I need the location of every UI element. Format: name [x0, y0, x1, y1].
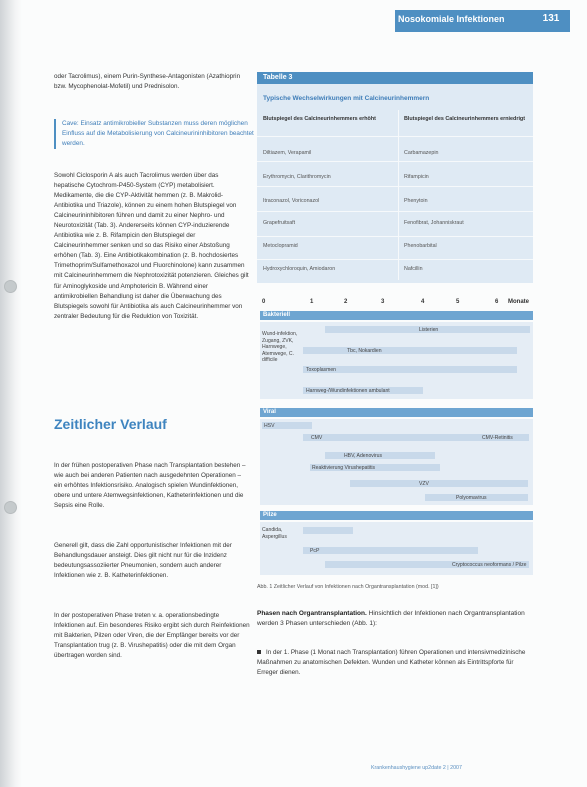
group-area-viral	[260, 419, 533, 505]
row-label: Wund-infektion, Zugang, ZVK, Harnwege, Atemwege, C. difficile	[262, 331, 298, 363]
bullet-icon	[257, 650, 261, 654]
table-title: Typische Wechselwirkungen mit Calcineurinhemmern	[263, 95, 430, 102]
axis-unit-label: Monate	[508, 299, 529, 305]
left-column-bottom-3	[54, 611, 250, 669]
axis-tick-label: 0	[262, 299, 266, 305]
table-cell: Metoclopramid	[263, 243, 298, 249]
interval-label: Listerien	[419, 327, 439, 333]
left-column-middle	[54, 171, 250, 330]
table-cell: Grapefruitsaft	[263, 220, 296, 226]
page-number: 131	[542, 13, 560, 24]
paragraph-heading: Phasen nach Organtransplantation.	[257, 610, 367, 617]
right-column-bullet	[257, 648, 535, 678]
table-cell: Carbamazepin	[404, 150, 439, 156]
interval-bar	[350, 480, 528, 487]
figure-caption: Abb. 1 Zeitlicher Verlauf von Infektionen nach Organtransplantation (mod. [1])	[257, 584, 439, 590]
binding-shadow	[0, 0, 22, 787]
table-cell: Erythromycin, Clarithromycin	[263, 174, 331, 180]
table-cell: Rifampicin	[404, 174, 429, 180]
interval-label: Cryptococcus neoformans / Pilze	[452, 562, 527, 568]
interval-label: Toxoplasmen	[306, 367, 337, 373]
paragraph: In der frühen postoperativen Phase nach Transplantation bestehen – wie auch bei anderen Patienten nach ausgedehnten Operationen – ein erhöhtes Infektionsrisiko. Analogisch spielen Wundinfektionen, obere und untere Atemwegsinfektionen, Katheterinfektionen und die Sepsis eine Rolle.	[54, 462, 246, 510]
interval-bar	[303, 547, 478, 554]
group-header-viral	[260, 408, 533, 417]
cave-note: Cave: Einsatz antimikrobieller Substanzen muss deren möglichen Einfluss auf die Metabolisierung von Calcineurininhibitoren beachtet werden.	[54, 119, 259, 149]
axis-tick-label: 3	[381, 299, 385, 305]
interval-label: Harnweg-/Wundinfektionen ambulant	[306, 388, 390, 394]
table-row-line	[257, 211, 533, 212]
page-footer: Krankenhaushygiene up2date 2 | 2007	[371, 765, 462, 771]
punch-hole-icon	[4, 280, 17, 293]
punch-hole-icon	[4, 501, 17, 514]
interval-bar	[303, 347, 517, 354]
paragraph: Generell gilt, dass die Zahl opportunistischer Infektionen mit der Behandlungsdauer ansteigt. Dies gilt nicht nur für die Inzidenz bedeutungsassoziierter Pneumonien, sondern auch anderer Infektionen wie z. B. Katheterinfektionen.	[54, 542, 232, 580]
bullet-text: In der 1. Phase (1 Monat nach Transplantation) führen Operationen und intensivmedizinische Maßnahmen zu anatomischen Defekten. Wunden und Katheter können als Eintrittspforte für Erreger dienen.	[257, 649, 526, 676]
axis-tick-label: 5	[456, 299, 460, 305]
running-header-title: Nosokomiale Infektionen	[398, 14, 505, 24]
table-row-line	[257, 161, 533, 162]
interval-label: HSV	[264, 423, 275, 429]
paragraph: Sowohl Ciclosporin A als auch Tacrolimus werden über das hepatische Cytochrom-P450-System (CYP) metabolisiert. Medikamente, die die CYP-Aktivität hemmen (z. B. Makrolid-Antibiotika und Triazole), können zu einem hohen Blutspiegel von Calcineurininhibitoren führen und damit zu einer Nephro- und Neurotoxizität (Tab. 3). Andererseits können CYP-induzierende Antibiotika wie z. B. Rifampicin den Blutspiegel der Calcineurinhemmer senken und so das Risiko einer Abstoßung erhöhen (Tab. 3). Eine Antibiotikakombination (z. B. hochdosiertes Trimethoprim/Sulfamethoxazol und Fluorchinolone) kann zusammen mit Calcineurinhemmern die Nephrotoxizität potenzieren. Gleiches gilt für Aminoglykoside und Amphotericin B. Während einer antimikrobiellen Behandlung ist daher die Überwachung des Blutspiegels sowohl für Antibiotika als auch Calcineurinhemmer von zentraler Bedeutung für die Reduktion von Toxizität.	[54, 172, 249, 320]
table-label-bar	[257, 72, 533, 84]
paragraph: In der postoperativen Phase treten v. a. operationsbedingte Infektionen auf. Ein besonderes Risiko ergibt sich durch Reinfektionen mit Bakterien, Pilzen oder Viren, die der Empfänger bereits vor der Transplantation trug (z. B. Virushepatitis) oder die mit dem Organ übertragen worden sind.	[54, 612, 250, 660]
paragraph: oder Tacrolimus), einem Purin-Synthese-Antagonisten (Azathioprin bzw. Mycophenolat-Mofetil) und Prednisolon.	[54, 73, 241, 91]
left-column-top	[54, 72, 250, 100]
interval-label: CMV	[311, 435, 323, 441]
interval-label: PcP	[310, 548, 320, 554]
interval-label: Reaktivierung Virushepatitis	[312, 465, 376, 471]
table-label: Tabelle 3	[263, 74, 293, 81]
table-cell: Itraconazol, Voriconazol	[263, 198, 320, 204]
interval-label: VZV	[419, 481, 429, 487]
table-column-head-2: Blutspiegel des Calcineurinhemmers erniedrigt	[404, 116, 526, 122]
interval-label: HBV, Adenovirus	[344, 453, 383, 459]
table-cell: Fenofibrat, Johanniskraut	[404, 220, 464, 226]
axis-tick-label: 4	[421, 299, 425, 305]
group-header-bakteriell	[260, 311, 533, 320]
axis-tick-label: 1	[310, 299, 314, 305]
table-cell: Nafcillin	[404, 266, 423, 272]
group-label-bakteriell: Bakteriell	[263, 312, 291, 318]
table-row-line	[257, 236, 533, 237]
table-cell: Phenobarbital	[404, 243, 437, 249]
table-cell: Diltiazem, Verapamil	[263, 150, 312, 156]
left-column-bottom	[54, 461, 250, 519]
table-row-line	[257, 186, 533, 187]
interval-bar	[303, 527, 353, 534]
group-label-pilze: Pilze	[263, 512, 277, 518]
interval-label: Tbc, Nokardien	[347, 348, 382, 354]
axis-tick-label: 2	[344, 299, 348, 305]
row-label: Candida, Aspergillus	[262, 527, 287, 540]
left-column-bottom-2	[54, 541, 250, 589]
axis-tick-label: 6	[495, 299, 499, 305]
table-row-line	[257, 136, 533, 137]
table-cell: Phenytoin	[404, 198, 428, 204]
table-row-line	[257, 259, 533, 260]
group-header-pilze	[260, 511, 533, 520]
right-column-paragraph	[257, 609, 537, 629]
table-cell: Hydroxychloroquin, Amiodaron	[263, 266, 336, 272]
table-column-head-1: Blutspiegel des Calcineurinhemmers erhöht	[263, 116, 376, 122]
paragraph-text: Hinsichtlich der Infektionen nach Organtransplantation werden 3 Phasen unterschieden (Abb. 1):	[257, 610, 525, 627]
group-label-viral: Viral	[263, 409, 276, 415]
interval-label: Polyomavirus	[456, 495, 487, 501]
interval-label: CMV-Retinitis	[482, 435, 513, 441]
section-title: Zeitlicher Verlauf	[54, 416, 167, 432]
